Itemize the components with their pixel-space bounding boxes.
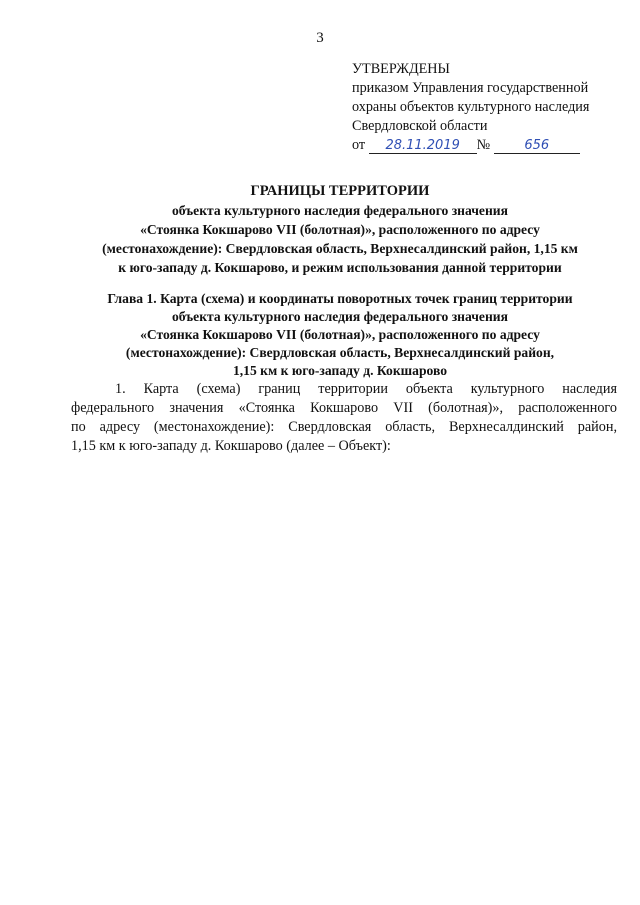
document-title [62, 182, 618, 277]
paragraph-line: 1,15 км к юго-западу д. Кокшарово (далее – Объект): [71, 438, 391, 454]
date-prefix: от [352, 137, 366, 153]
chapter-line: Глава 1. Карта (схема) и координаты поворотных точек границ территории [107, 291, 573, 306]
paragraph-line: 1. Карта (схема) границ территории объекта культурного наследия [115, 381, 617, 397]
title-line: (местонахождение): Свердловская область, Верхнесалдинский район, 1,15 км [102, 241, 578, 256]
approval-line: Свердловской области [352, 118, 488, 134]
title-line: к юго-западу д. Кокшарово, и режим использования данной территории [118, 260, 562, 275]
chapter-line: (местонахождение): Свердловская область, Верхнесалдинский район, [125, 345, 555, 360]
approval-line: охраны объектов культурного наследия [352, 99, 590, 115]
approval-line: приказом Управления государственной [352, 80, 589, 96]
paragraph-line: по адресу (местонахождение): Свердловская область, Верхнесалдинский район, [71, 419, 617, 435]
handwritten-date: 28.11.2019 [369, 139, 477, 154]
title-line: «Стоянка Кокшарово VII (болотная)», расположенного по адресу [140, 222, 540, 237]
handwritten-number: 656 [494, 139, 580, 154]
page-number: 3 [316, 30, 324, 46]
title-main: ГРАНИЦЫ ТЕРРИТОРИИ [250, 183, 430, 199]
chapter-line: «Стоянка Кокшарово VII (болотная)», расположенного по адресу [140, 327, 540, 342]
approval-date-number [352, 136, 632, 155]
body-paragraph [71, 380, 617, 456]
paragraph-line: федерального значения «Стоянка Кокшарово VII (болотная)», расположенного [71, 400, 617, 416]
chapter-line: 1,15 км к юго-западу д. Кокшарово [232, 363, 448, 378]
chapter-line: объекта культурного наследия федерального значения [172, 309, 508, 324]
chapter-heading [62, 290, 618, 380]
approval-block [352, 60, 632, 155]
title-line: объекта культурного наследия федерального значения [172, 203, 508, 218]
number-prefix: № [476, 137, 491, 153]
approval-heading: УТВЕРЖДЕНЫ [352, 61, 450, 77]
